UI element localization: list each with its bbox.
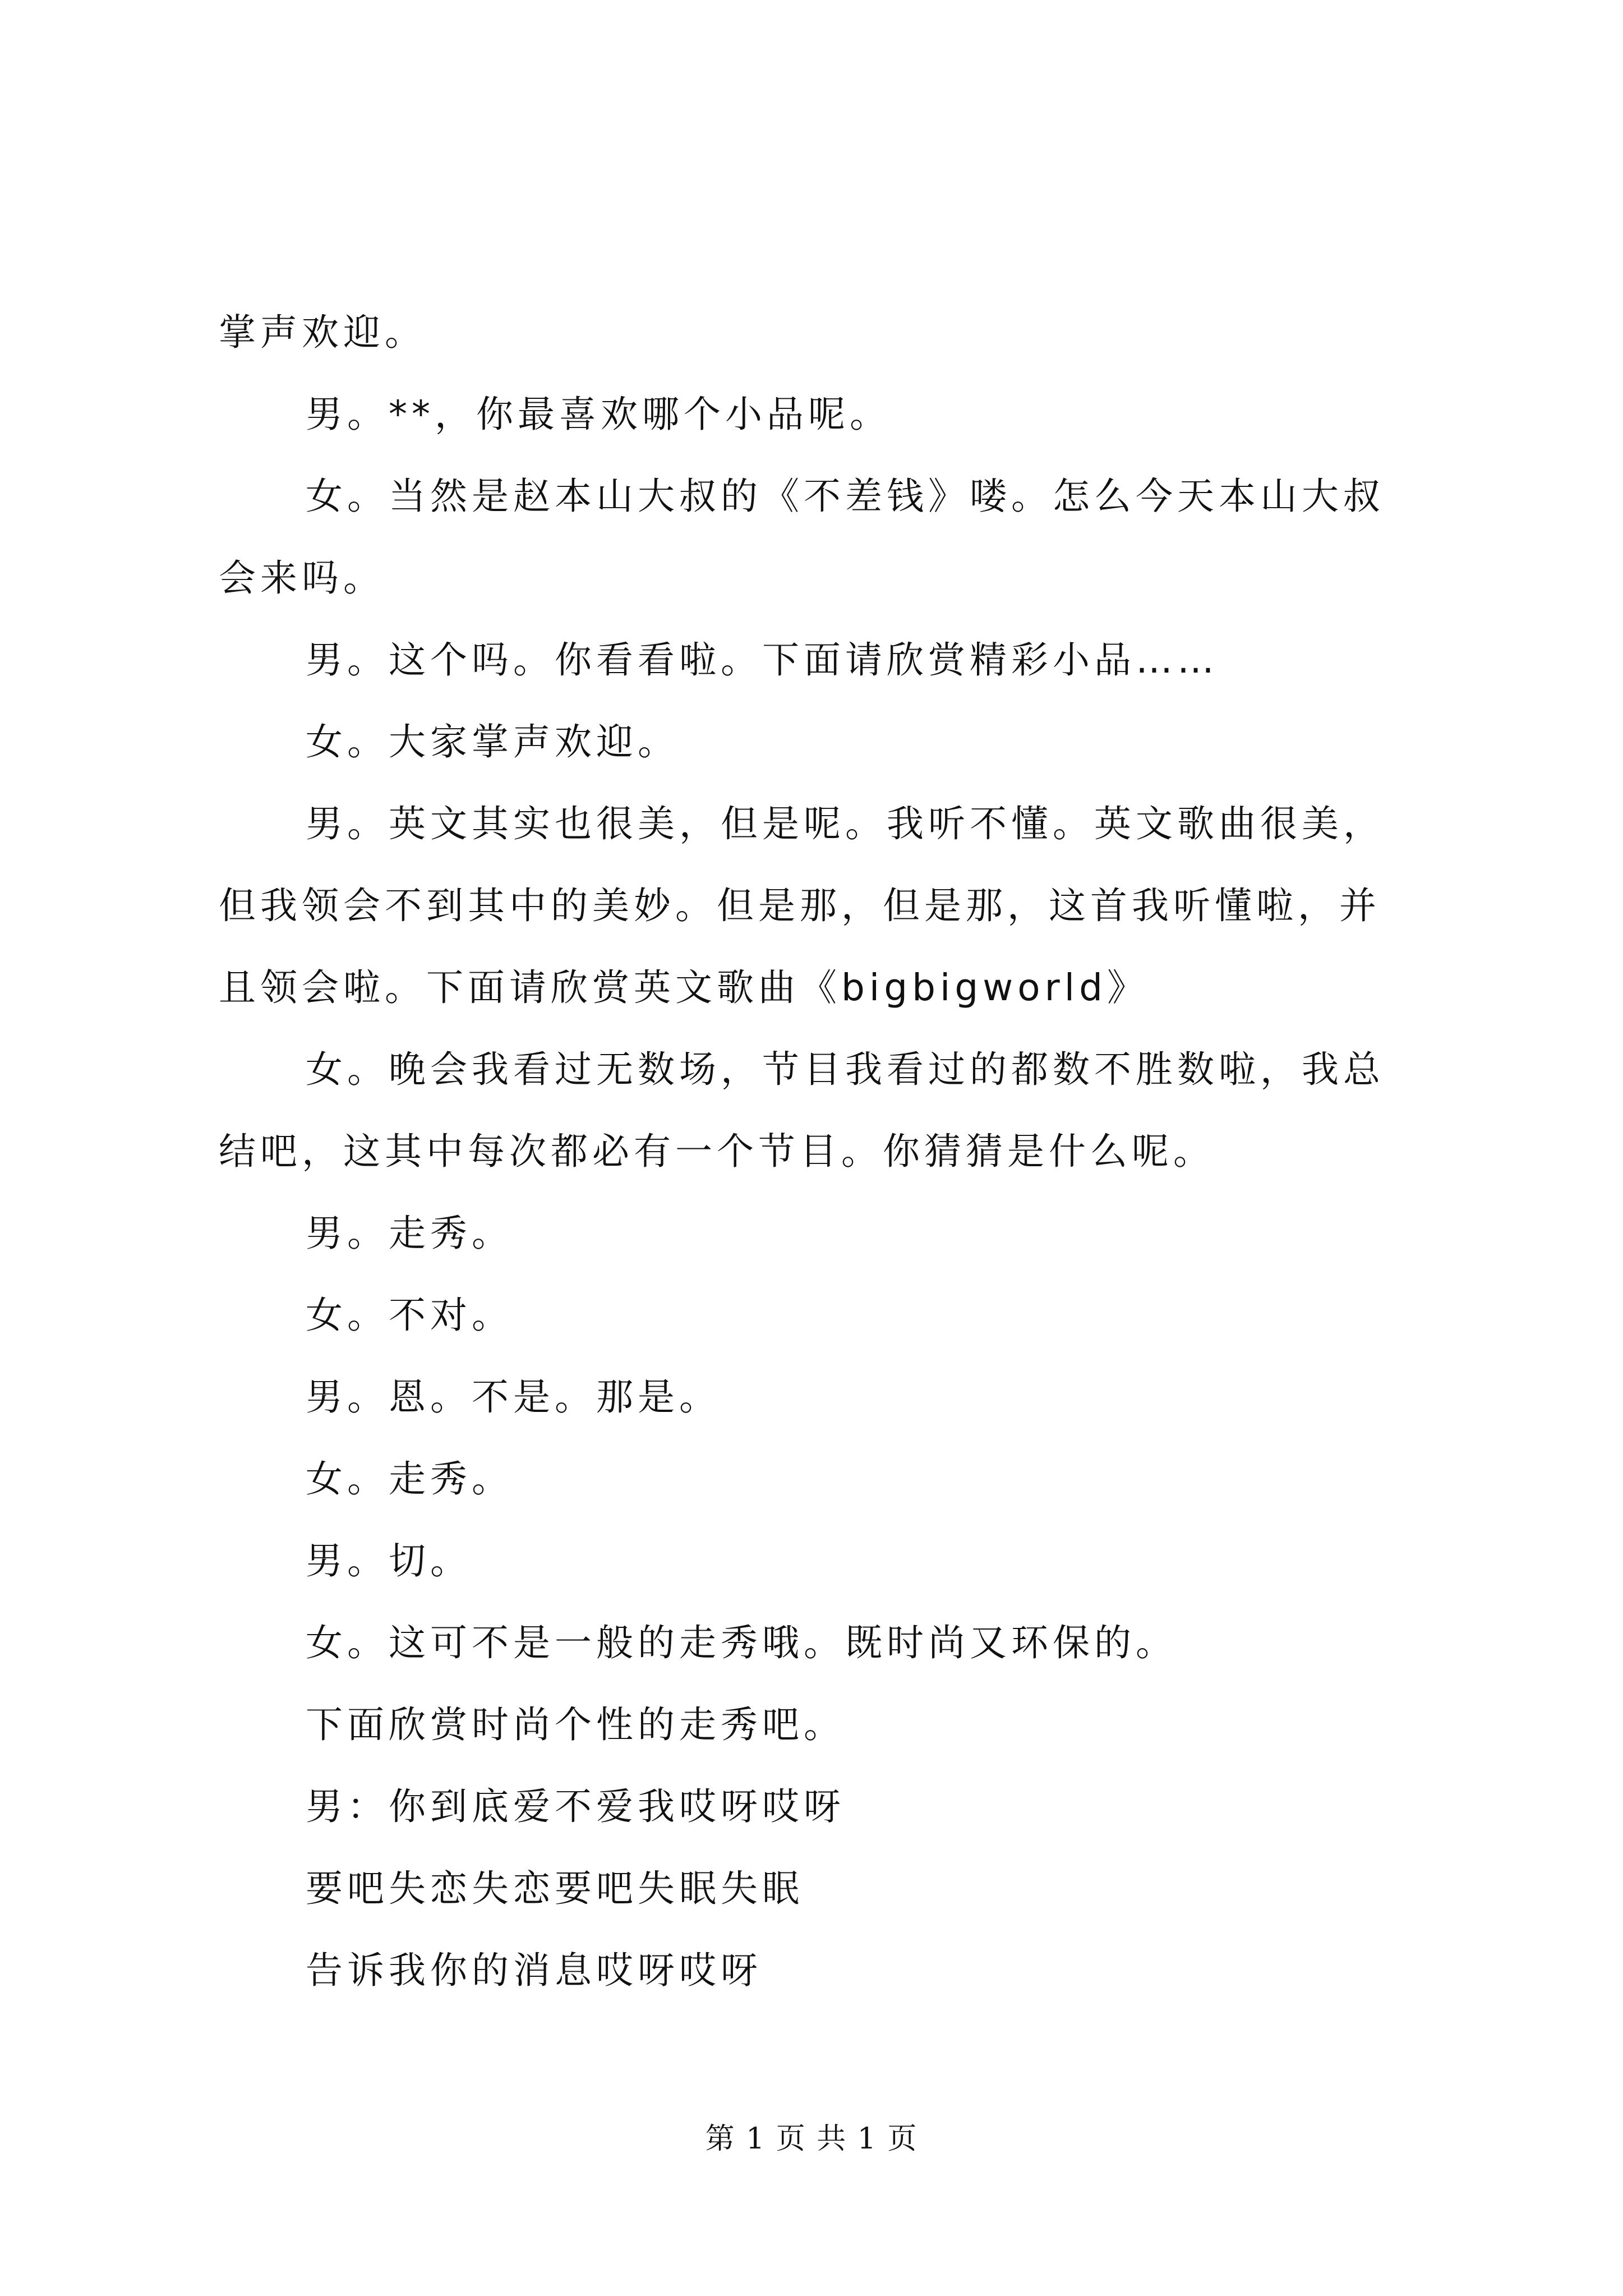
text-line: 女。当然是赵本山大叔的《不差钱》喽。怎么今天本山大叔: [306, 475, 1385, 518]
text-line: 且领会啦。下面请欣赏英文歌曲《bigbigworld》: [219, 966, 1149, 1009]
text-line: 女。这可不是一般的走秀哦。既时尚又环保的。: [306, 1621, 1177, 1664]
text-line: 女。走秀。: [306, 1457, 513, 1501]
text-line: 男。**，你最喜欢哪个小品呢。: [306, 393, 891, 436]
text-line: 掌声欢迎。: [219, 311, 426, 354]
text-line: 要吧失恋失恋要吧失眠失眠: [306, 1867, 804, 1910]
text-line: 结吧，这其中每次都必有一个节目。你猜猜是什么呢。: [219, 1130, 1215, 1173]
text-line: 男。切。: [306, 1539, 472, 1582]
text-line: 女。不对。: [306, 1294, 513, 1337]
text-line: 男。走秀。: [306, 1212, 513, 1255]
text-line: 但我领会不到其中的美妙。但是那，但是那，这首我听懂啦，并: [219, 884, 1381, 927]
text-line: 男。这个吗。你看看啦。下面请欣赏精彩小品……: [306, 638, 1219, 682]
text-line: 下面欣赏时尚个性的走秀吧。: [306, 1703, 845, 1746]
text-line: 会来吗。: [219, 556, 385, 600]
page-number-footer: 第 1 页 共 1 页: [705, 2122, 918, 2156]
text-line: 男。恩。不是。那是。: [306, 1375, 721, 1419]
text-line: 女。大家掌声欢迎。: [306, 720, 679, 763]
document-body: [219, 292, 1430, 2012]
text-line: 男。英文其实也很美，但是呢。我听不懂。英文歌曲很美，: [306, 802, 1385, 845]
text-line: 男：你到底爱不爱我哎呀哎呀: [306, 1785, 845, 1828]
text-line: 女。晚会我看过无数场，节目我看过的都数不胜数啦，我总: [306, 1048, 1385, 1091]
text-line: 告诉我你的消息哎呀哎呀: [306, 1949, 762, 1992]
